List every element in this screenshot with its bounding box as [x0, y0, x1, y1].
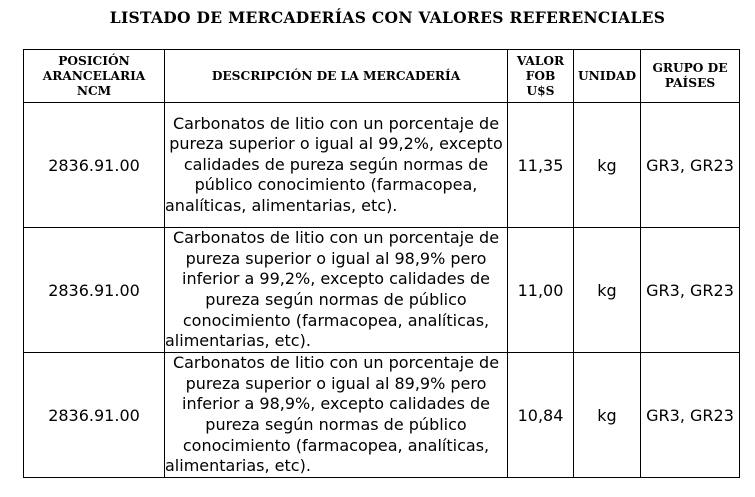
- cell-description: Carbonatos de litio con un porcentaje de pureza superior o igual al 99,2%, excepto calidades de pureza según normas de público conocimiento (farmacopea, analíticas, alimentarias, etc).: [165, 103, 508, 228]
- cell-group: [641, 353, 740, 478]
- cell-fob: 11,35: [508, 103, 574, 228]
- header-fob-label: VALOR FOB U$S: [516, 53, 565, 98]
- header-description: [165, 50, 508, 103]
- merchandise-table: [23, 49, 740, 478]
- cell-fob: 10,84: [508, 353, 574, 478]
- table-header-row: [24, 50, 740, 103]
- header-unit: [574, 50, 641, 103]
- cell-ncm: 2836.91.00: [24, 353, 165, 478]
- table-row: [24, 103, 740, 228]
- header-ncm-label: POSICIÓN ARANCELARIA NCM: [42, 53, 146, 98]
- document-title: LISTADO DE MERCADERÍAS CON VALORES REFERENCIALES: [109, 8, 666, 27]
- header-unit-label: UNIDAD: [577, 68, 637, 83]
- cell-ncm: 2836.91.00: [24, 228, 165, 353]
- cell-unit: kg: [574, 103, 641, 228]
- header-group: [641, 50, 740, 103]
- cell-group: [641, 228, 740, 353]
- header-description-label: DESCRIPCIÓN DE LA MERCADERÍA: [211, 68, 461, 83]
- table-row: [24, 353, 740, 478]
- cell-group-label: GR3, GR23: [646, 155, 734, 175]
- cell-description: Carbonatos de litio con un porcentaje de pureza superior o igual al 89,9% pero inferior a 98,9%, excepto calidades de pureza según normas de público conocimiento (farmacopea, analíticas, alimentarias, etc).: [165, 353, 508, 478]
- cell-ncm: 2836.91.00: [24, 103, 165, 228]
- header-ncm: [24, 50, 165, 103]
- cell-description: Carbonatos de litio con un porcentaje de pureza superior o igual al 98,9% pero inferior a 99,2%, excepto calidades de pureza según normas de público conocimiento (farmacopea, analíticas, alimentarias, etc).: [165, 228, 508, 353]
- cell-unit: kg: [574, 353, 641, 478]
- table-row: [24, 228, 740, 353]
- cell-fob: 11,00: [508, 228, 574, 353]
- header-group-label: GRUPO DE PAÍSES: [652, 61, 728, 90]
- cell-group-label: GR3, GR23: [646, 405, 734, 425]
- cell-group: [641, 103, 740, 228]
- cell-unit: kg: [574, 228, 641, 353]
- header-fob: [508, 50, 574, 103]
- cell-group-label: GR3, GR23: [646, 280, 734, 300]
